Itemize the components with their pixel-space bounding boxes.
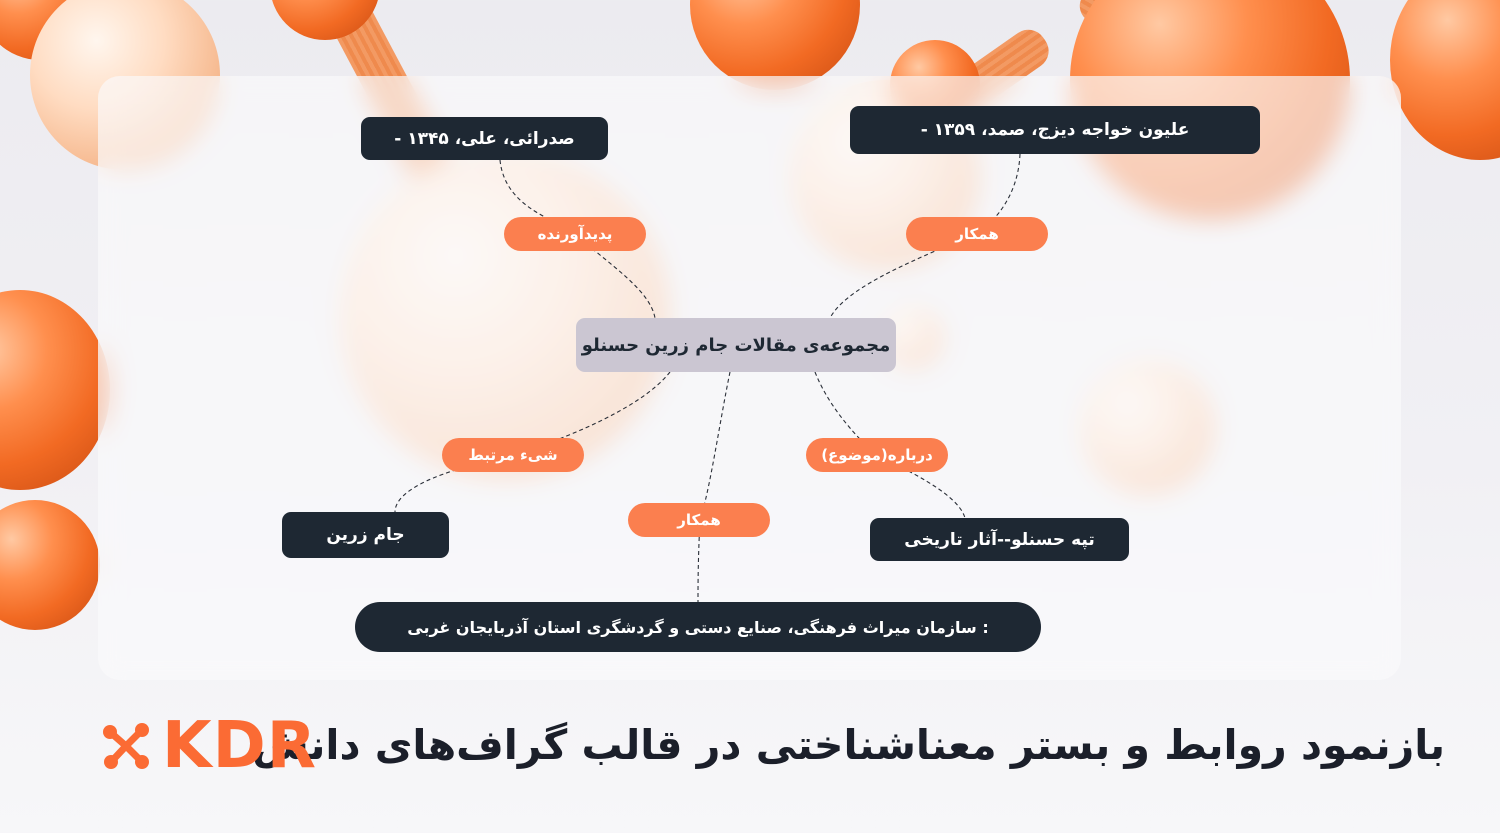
edge-colleague-bottom	[698, 372, 730, 602]
connected-nodes-icon	[98, 718, 154, 774]
edge-label-colleague-bottom: همکار	[628, 503, 770, 537]
kdr-logo	[98, 706, 317, 786]
node-creator[interactable]: صدرائی، علی، ۱۳۴۵ -	[361, 117, 608, 160]
node-center[interactable]: مجموعه‌ی مقالات جام زرین حسنلو	[576, 318, 896, 372]
node-related-object[interactable]: جام زرین	[282, 512, 449, 558]
edge-label-subject: درباره(موضوع)	[806, 438, 948, 472]
node-colleague-top[interactable]: علیون خواجه دیزج، صمد، ۱۳۵۹ -	[850, 106, 1260, 154]
logo-text: KDR	[162, 709, 317, 783]
node-colleague-bottom[interactable]: : سازمان میراث فرهنگی، صنایع دستی و گردشگری استان آذربایجان غربی	[355, 602, 1041, 652]
edge-label-colleague-top: همکار	[906, 217, 1048, 251]
edge-label-related-object: شیء مرتبط	[442, 438, 584, 472]
node-subject[interactable]: تپه حسنلو--آثار تاریخی	[870, 518, 1129, 561]
edge-label-creator: پدیدآورنده	[504, 217, 646, 251]
page-title: بازنمود روابط و بستر معناشناختی در قالب گراف‌های دانش	[252, 721, 1445, 769]
